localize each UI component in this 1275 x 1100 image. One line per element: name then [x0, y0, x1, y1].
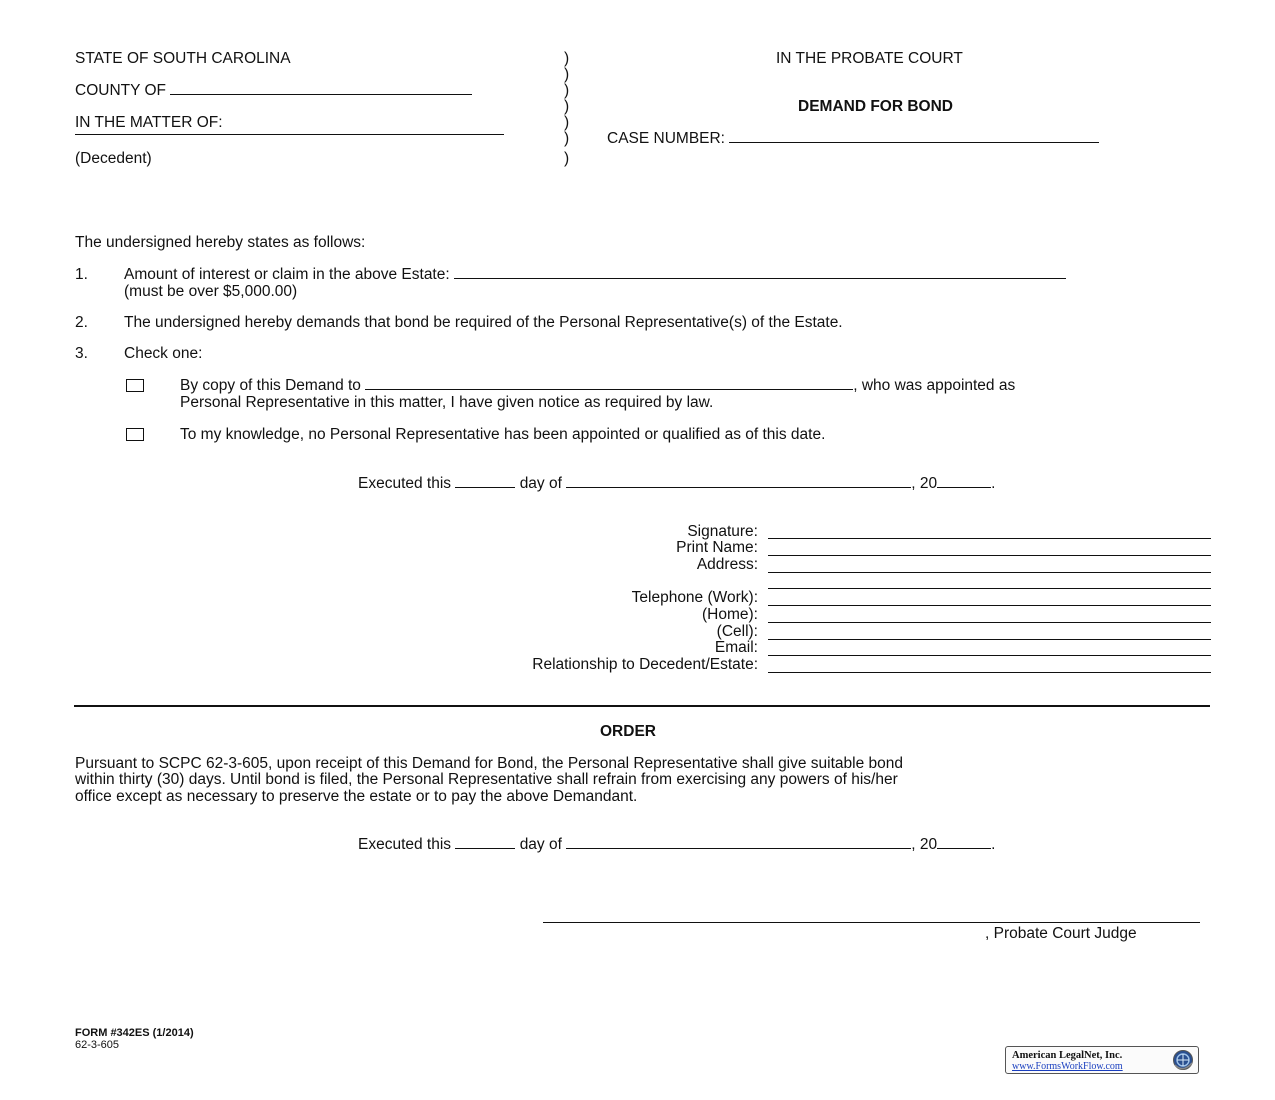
caption-paren: ): [564, 98, 570, 115]
executed-day-field[interactable]: [455, 475, 515, 488]
caption-paren: ): [564, 150, 570, 167]
decedent-label: (Decedent): [75, 150, 152, 167]
judge-label: , Probate Court Judge: [985, 925, 1137, 942]
item-1-text: Amount of interest or claim in the above Estate:: [124, 266, 1066, 283]
logo-company-name: American LegalNet, Inc.: [1012, 1050, 1123, 1061]
judge-signature-field[interactable]: [543, 922, 1200, 923]
representative-name-field[interactable]: [365, 377, 853, 390]
state-label: STATE OF SOUTH CAROLINA: [75, 50, 291, 67]
address-field[interactable]: [768, 572, 1211, 573]
caption-paren: ): [564, 82, 570, 99]
email-field[interactable]: [768, 655, 1211, 656]
caption-paren: ): [564, 50, 570, 67]
caption-paren: ): [564, 66, 570, 83]
relationship-label: Relationship to Decedent/Estate:: [532, 656, 758, 673]
order-text: office except as necessary to preserve the estate or to pay the above Demandant.: [75, 788, 638, 805]
telephone-cell-field[interactable]: [768, 639, 1211, 640]
logo-url[interactable]: www.FormsWorkFlow.com: [1012, 1061, 1123, 1072]
print-name-field[interactable]: [768, 555, 1211, 556]
court-label: IN THE PROBATE COURT: [776, 50, 963, 67]
email-label: Email:: [714, 639, 758, 656]
signature-label: Signature:: [687, 523, 758, 540]
telephone-home-field[interactable]: [768, 622, 1211, 623]
county-label: COUNTY OF: [75, 82, 472, 99]
item-3-text: Check one:: [124, 345, 203, 362]
order-executed-line: Executed this day of , 20 .: [358, 836, 996, 853]
address-field-2[interactable]: [768, 588, 1211, 589]
form-number: FORM #342ES (1/2014): [75, 1027, 194, 1039]
executed-year-field[interactable]: [937, 475, 991, 488]
order-executed-month-field[interactable]: [566, 836, 911, 849]
option-1-text-line2: Personal Representative in this matter, I have given notice as required by law.: [180, 394, 714, 411]
executed-line: Executed this day of , 20 .: [358, 475, 996, 492]
signature-field[interactable]: [768, 538, 1211, 539]
telephone-cell-label: (Cell):: [716, 623, 758, 640]
item-number: 2.: [75, 314, 88, 331]
executed-month-field[interactable]: [566, 475, 911, 488]
document-title: DEMAND FOR BOND: [798, 98, 953, 115]
telephone-work-label: Telephone (Work):: [631, 589, 758, 606]
claim-amount-field[interactable]: [454, 266, 1066, 279]
section-divider: [74, 705, 1210, 707]
order-title: ORDER: [600, 723, 656, 740]
case-number-label: CASE NUMBER:: [607, 130, 1099, 147]
matter-label: IN THE MATTER OF:: [75, 114, 223, 131]
option-1-text: By copy of this Demand to , who was appointed as: [180, 377, 1016, 394]
item-number: 1.: [75, 266, 88, 283]
option-1-checkbox[interactable]: [126, 379, 144, 392]
relationship-field[interactable]: [768, 672, 1211, 673]
telephone-home-label: (Home):: [702, 606, 758, 623]
print-name-label: Print Name:: [676, 539, 758, 556]
caption-paren: ): [564, 114, 570, 131]
address-label: Address:: [696, 556, 758, 573]
order-text: Pursuant to SCPC 62-3-605, upon receipt of this Demand for Bond, the Personal Representative shall give suitable bond: [75, 755, 904, 772]
order-executed-day-field[interactable]: [455, 836, 515, 849]
item-1-note: (must be over $5,000.00): [124, 283, 298, 300]
globe-icon: [1172, 1049, 1194, 1071]
intro-text: The undersigned hereby states as follows:: [75, 234, 366, 251]
telephone-work-field[interactable]: [768, 605, 1211, 606]
decedent-name-field[interactable]: [75, 134, 504, 135]
order-executed-year-field[interactable]: [937, 836, 991, 849]
american-legalnet-logo[interactable]: [1005, 1046, 1199, 1074]
option-2-checkbox[interactable]: [126, 428, 144, 441]
option-2-text: To my knowledge, no Personal Representative has been appointed or qualified as of this date.: [180, 426, 826, 443]
county-field[interactable]: [170, 82, 472, 95]
item-2-text: The undersigned hereby demands that bond be required of the Personal Representative(s) of the Estate.: [124, 314, 843, 331]
statute-number: 62-3-605: [75, 1039, 120, 1051]
item-number: 3.: [75, 345, 88, 362]
order-text: within thirty (30) days. Until bond is filed, the Personal Representative shall refrain from exercising any powers of his/her: [75, 771, 898, 788]
caption-paren: ): [564, 130, 570, 147]
case-number-field[interactable]: [729, 130, 1099, 143]
